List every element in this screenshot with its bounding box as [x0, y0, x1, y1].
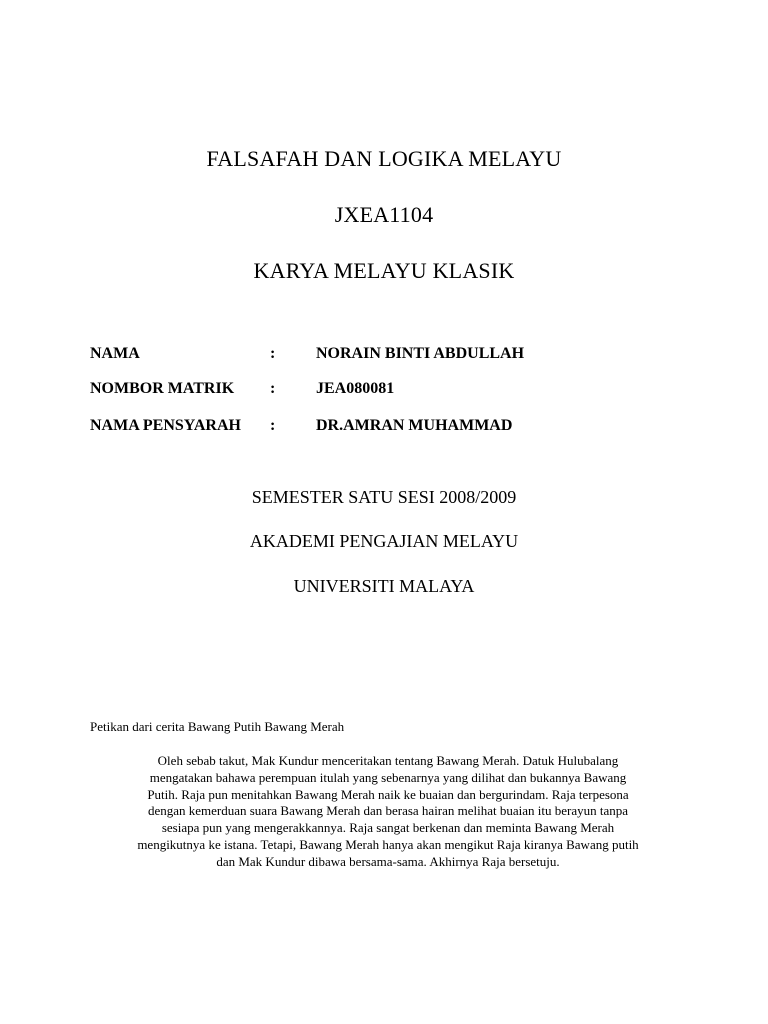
info-value: NORAIN BINTI ABDULLAH — [316, 345, 525, 362]
paragraph-line: mengatakan bahawa perempuan itulah yang sebenarnya yang dilihat dan bukannya Bawang — [149, 769, 627, 785]
paragraph-line: Putih. Raja pun menitahkan Bawang Merah naik ke buaian dan bergurindam. Raja terpesona — [147, 786, 629, 802]
lecturer-name-row — [90, 417, 690, 439]
assignment-title: KARYA MELAYU KLASIK — [253, 258, 515, 283]
university-line: UNIVERSITI MALAYA — [293, 576, 475, 596]
course-title: FALSAFAH DAN LOGIKA MELAYU — [206, 146, 562, 171]
excerpt-caption: Petikan dari cerita Bawang Putih Bawang Merah — [90, 719, 345, 734]
info-label: NOMBOR MATRIK — [90, 380, 235, 397]
paragraph-line: mengikutnya ke istana. Tetapi, Bawang Merah hanya akan mengikut Raja kiranya Bawang putih — [137, 836, 639, 852]
matric-number-row — [90, 380, 690, 402]
paragraph-line: Oleh sebab takut, Mak Kundur menceritakan tentang Bawang Merah. Datuk Hulubalang — [157, 753, 619, 768]
info-value: JEA080081 — [316, 380, 395, 397]
info-separator: : — [270, 380, 276, 397]
paragraph-line: dan Mak Kundur dibawa bersama-sama. Akhirnya Raja bersetuju. — [216, 853, 560, 869]
info-separator: : — [270, 417, 276, 434]
info-label: NAMA PENSYARAH — [90, 417, 241, 434]
excerpt-paragraph — [90, 753, 686, 871]
info-separator: : — [270, 345, 276, 362]
paragraph-line: sesiapa pun yang mengerakkannya. Raja sangat berkenan dan meminta Bawang Merah — [161, 820, 615, 836]
student-name-row — [90, 345, 690, 367]
academy-line: AKADEMI PENGAJIAN MELAYU — [249, 531, 519, 551]
info-label: NAMA — [90, 345, 140, 362]
paragraph-line: dengan kemerduan suara Bawang Merah dan berasa hairan melihat buaian itu berayun tanpa — [147, 803, 629, 819]
semester-line: SEMESTER SATU SESI 2008/2009 — [251, 487, 517, 507]
info-value: DR.AMRAN MUHAMMAD — [316, 417, 513, 434]
course-code: JXEA1104 — [334, 202, 434, 227]
